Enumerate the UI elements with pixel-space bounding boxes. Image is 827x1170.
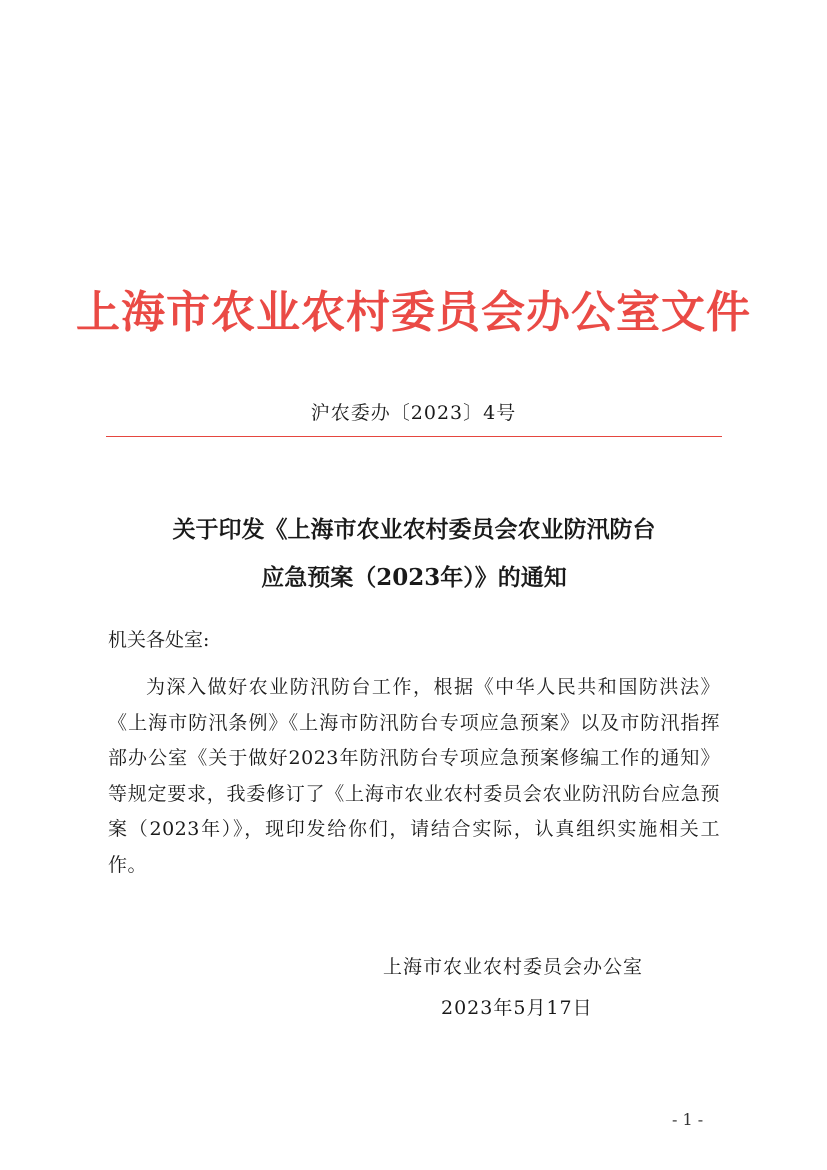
signer: 上海市农业农村委员会办公室 — [383, 956, 644, 978]
notice-title-line-1: 关于印发《上海市农业农村委员会农业防汛防台 — [172, 516, 656, 543]
notice-title — [106, 506, 722, 602]
page-number: - 1 - — [672, 1110, 704, 1129]
notice-title-line-2: 应急预案（2023年）》的通知 — [261, 564, 567, 591]
body-paragraph: 为深入做好农业防汛防台工作，根据《中华人民共和国防洪法》《上海市防汛条例》《上海市防汛防台专项应急预案》以及市防汛指挥部办公室《关于做好2023年防汛防台专项应急预案修编工作的通知》等规定要求，我委修订了《上海市农业农村委员会农业防汛防台应急预案（2023年）》，现印发给你们，请结合实际，认真组织实施相关工作。 — [108, 676, 720, 876]
red-divider-line — [106, 436, 722, 437]
sign-date: 2023年5月17日 — [441, 997, 593, 1019]
issuing-authority-header: 上海市农业农村委员会办公室文件 — [76, 287, 751, 338]
salutation: 机关各处室: — [108, 629, 210, 651]
document-number: 沪农委办〔2023〕4号 — [310, 402, 517, 424]
